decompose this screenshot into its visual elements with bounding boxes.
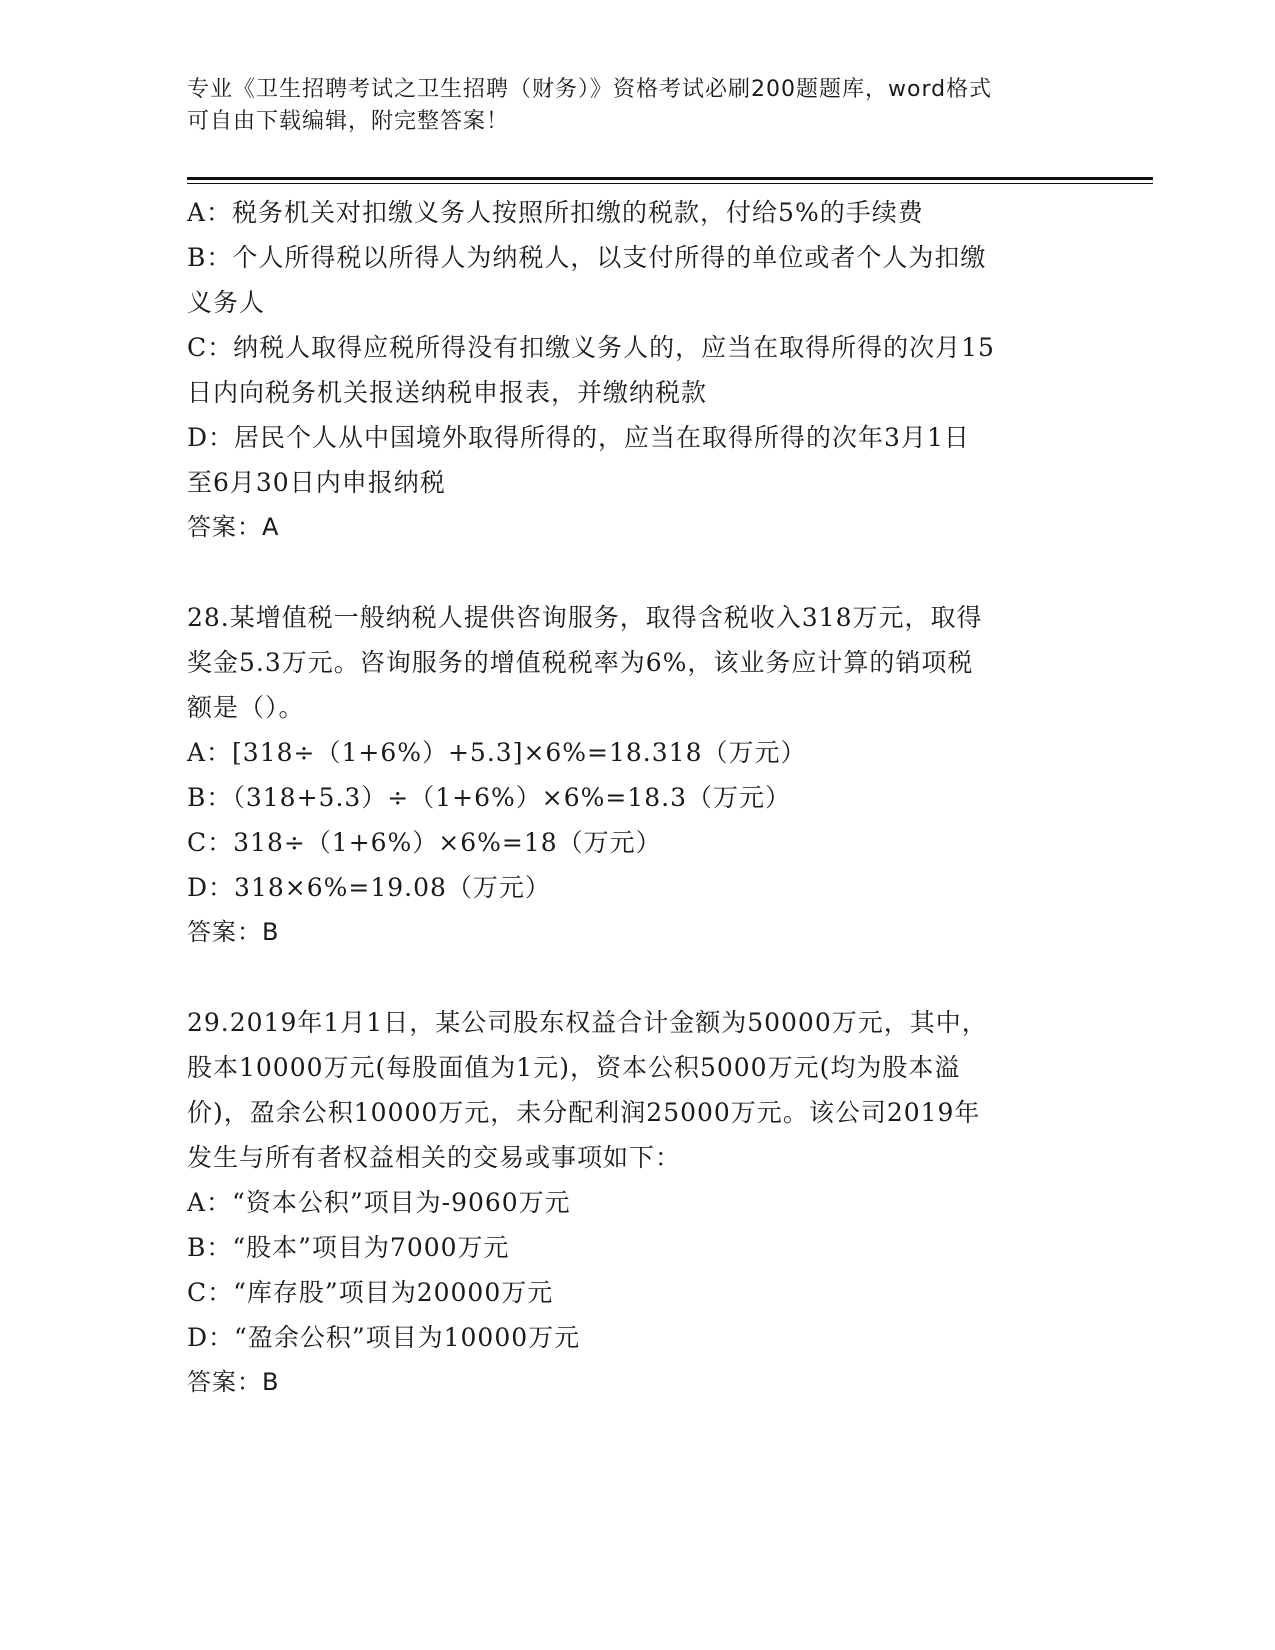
option-a: A：“资本公积”项目为-9060万元 [187, 1188, 571, 1217]
option-line: 至6月30日内申报纳税 [187, 468, 446, 497]
answer-29: 答案：B [187, 1368, 280, 1396]
question-content [187, 190, 1087, 1405]
option-c: C：318÷（1+6%）×6%=18（万元） [187, 828, 662, 857]
question-29 [187, 1000, 1087, 1360]
option-line: C：纳税人取得应税所得没有扣缴义务人的，应当在取得所得的次月15 [187, 333, 995, 362]
spacer [187, 550, 1087, 595]
option-b: B：（318+5.3）÷（1+6%）×6%=18.3（万元） [187, 783, 791, 812]
header-line-1: 专业《卫生招聘考试之卫生招聘（财务）》资格考试必刷200题题库，word格式 [187, 77, 993, 102]
option-line: D：居民个人从中国境外取得所得的，应当在取得所得的次年3月1日 [187, 423, 970, 452]
question-stem-line: 28.某增值税一般纳税人提供咨询服务，取得含税收入318万元，取得 [187, 603, 983, 632]
spacer [187, 955, 1087, 1000]
header-rule-thin [187, 183, 1153, 184]
option-d: D：318×6%=19.08（万元） [187, 873, 551, 902]
question-27-options [187, 190, 1087, 505]
option-b: B：“股本”项目为7000万元 [187, 1233, 510, 1262]
document-header [187, 74, 1067, 138]
header-rule-thick [187, 177, 1153, 180]
option-d: D：“盈余公积”项目为10000万元 [187, 1323, 581, 1352]
option-line: 义务人 [187, 288, 266, 317]
option-c: C：“库存股”项目为20000万元 [187, 1278, 554, 1307]
question-stem-line: 额是（）。 [187, 693, 305, 722]
option-line: B：个人所得税以所得人为纳税人，以支付所得的单位或者个人为扣缴 [187, 243, 987, 272]
question-stem-line: 29.2019年1月1日，某公司股东权益合计金额为50000万元，其中， [187, 1008, 988, 1037]
question-stem-line: 奖金5.3万元。咨询服务的增值税税率为6%，该业务应计算的销项税 [187, 648, 974, 677]
option-line: 日内向税务机关报送纳税申报表，并缴纳税款 [187, 378, 708, 407]
question-stem-line: 股本10000万元(每股面值为1元)，资本公积5000万元(均为股本溢 [187, 1053, 961, 1082]
question-stem-line: 发生与所有者权益相关的交易或事项如下： [187, 1143, 682, 1172]
option-a: A：[318÷（1+6%）+5.3]×6%=18.318（万元） [187, 738, 807, 767]
answer-28: 答案：B [187, 918, 280, 946]
question-stem-line: 价)，盈余公积10000万元，未分配利润25000万元。该公司2019年 [187, 1098, 981, 1127]
answer-27: 答案：A [187, 513, 280, 541]
header-line-2: 可自由下载编辑，附完整答案！ [187, 109, 510, 134]
option-line: A：税务机关对扣缴义务人按照所扣缴的税款，付给5%的手续费 [187, 198, 924, 227]
question-28 [187, 595, 1087, 910]
